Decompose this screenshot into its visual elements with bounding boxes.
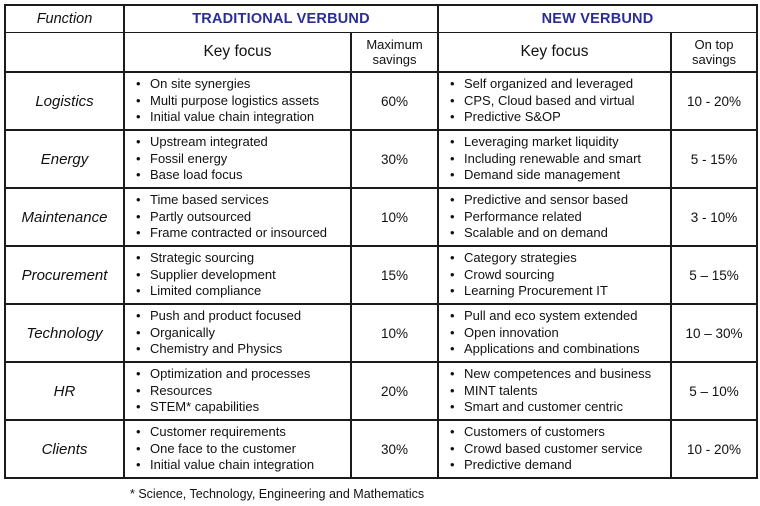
traditional-key-focus-cell [124,130,351,188]
maximum-savings-value: 60% [351,72,438,130]
bullet-list [439,366,670,416]
bullet-list [125,134,350,184]
function-column-header: Function [5,5,124,32]
function-label: Technology [5,304,124,362]
on-top-savings-value: 10 - 20% [671,420,757,478]
new-key-focus-cell [438,188,671,246]
bullet-list [439,308,670,358]
bullet-item: • New competences and business [449,366,666,383]
bullet-item: • CPS, Cloud based and virtual [449,93,666,110]
bullet-item: • Self organized and leveraged [449,76,666,93]
verbund-comparison-table [4,4,758,479]
bullet-item: • Learning Procurement IT [449,283,666,300]
bullet-list [125,424,350,474]
stem-footnote: * Science, Technology, Engineering and Mathematics [130,487,425,501]
new-key-focus-cell [438,420,671,478]
bullet-list [125,192,350,242]
empty-header-cell [5,32,124,72]
bullet-item: • Pull and eco system extended [449,308,666,325]
bullet-list [439,250,670,300]
table-header-row-subheaders [5,32,757,72]
bullet-list [439,134,670,184]
bullet-item: • Leveraging market liquidity [449,134,666,151]
bullet-item: • Strategic sourcing [135,250,346,267]
bullet-item: • MINT talents [449,383,666,400]
traditional-key-focus-cell [124,304,351,362]
new-key-focus-header: Key focus [438,32,671,72]
bullet-item: • Optimization and processes [135,366,346,383]
function-label: HR [5,362,124,420]
bullet-item: • Scalable and on demand [449,225,666,242]
maximum-savings-header: Maximum savings [351,32,438,72]
new-key-focus-cell [438,304,671,362]
on-top-savings-value: 5 – 15% [671,246,757,304]
bullet-list [439,424,670,474]
table-row-maintenance [5,188,757,246]
bullet-item: • Push and product focused [135,308,346,325]
bullet-item: • Multi purpose logistics assets [135,93,346,110]
bullet-list [439,192,670,242]
bullet-item: • Initial value chain integration [135,457,346,474]
traditional-verbund-header: TRADITIONAL VERBUND [124,5,438,32]
table-row-procurement [5,246,757,304]
bullet-item: • One face to the customer [135,441,346,458]
bullet-item: • Fossil energy [135,151,346,168]
traditional-key-focus-cell [124,362,351,420]
bullet-item: • Customers of customers [449,424,666,441]
traditional-key-focus-cell [124,188,351,246]
on-top-savings-value: 5 - 15% [671,130,757,188]
bullet-item: • Performance related [449,209,666,226]
maximum-savings-value: 10% [351,304,438,362]
bullet-item: • Category strategies [449,250,666,267]
bullet-item: • Time based services [135,192,346,209]
on-top-savings-header: On top savings [671,32,757,72]
bullet-item: • Customer requirements [135,424,346,441]
table-row-clients [5,420,757,478]
bullet-list [439,76,670,126]
table-row-hr [5,362,757,420]
traditional-key-focus-cell [124,246,351,304]
table-row-logistics [5,72,757,130]
bullet-item: • Supplier development [135,267,346,284]
on-top-savings-value: 5 – 10% [671,362,757,420]
new-key-focus-cell [438,246,671,304]
bullet-item: • Limited compliance [135,283,346,300]
maximum-savings-value: 30% [351,130,438,188]
bullet-item: • Smart and customer centric [449,399,666,416]
on-top-savings-value: 3 - 10% [671,188,757,246]
maximum-savings-value: 30% [351,420,438,478]
bullet-list [125,250,350,300]
bullet-item: • Demand side management [449,167,666,184]
bullet-item: • Organically [135,325,346,342]
on-top-savings-value: 10 – 30% [671,304,757,362]
bullet-item: • Predictive demand [449,457,666,474]
function-label: Procurement [5,246,124,304]
on-top-savings-value: 10 - 20% [671,72,757,130]
traditional-key-focus-cell [124,420,351,478]
function-label: Maintenance [5,188,124,246]
new-key-focus-cell [438,72,671,130]
table-header-row-groups [5,5,757,32]
bullet-item: • Base load focus [135,167,346,184]
bullet-list [125,76,350,126]
bullet-item: • Crowd based customer service [449,441,666,458]
new-key-focus-cell [438,362,671,420]
bullet-item: • Initial value chain integration [135,109,346,126]
function-label: Clients [5,420,124,478]
traditional-key-focus-cell [124,72,351,130]
function-label: Energy [5,130,124,188]
bullet-item: • STEM* capabilities [135,399,346,416]
bullet-item: • Partly outsourced [135,209,346,226]
new-key-focus-cell [438,130,671,188]
bullet-item: • Open innovation [449,325,666,342]
traditional-key-focus-header: Key focus [124,32,351,72]
bullet-item: • Resources [135,383,346,400]
maximum-savings-value: 20% [351,362,438,420]
maximum-savings-value: 15% [351,246,438,304]
table-row-technology [5,304,757,362]
bullet-item: • Predictive S&OP [449,109,666,126]
bullet-item: • Applications and combinations [449,341,666,358]
bullet-item: • Upstream integrated [135,134,346,151]
function-label: Logistics [5,72,124,130]
bullet-item: • Crowd sourcing [449,267,666,284]
bullet-item: • Predictive and sensor based [449,192,666,209]
bullet-item: • Chemistry and Physics [135,341,346,358]
new-verbund-header: NEW VERBUND [438,5,757,32]
table-row-energy [5,130,757,188]
maximum-savings-value: 10% [351,188,438,246]
bullet-item: • On site synergies [135,76,346,93]
bullet-item: • Including renewable and smart [449,151,666,168]
bullet-list [125,308,350,358]
bullet-item: • Frame contracted or insourced [135,225,346,242]
bullet-list [125,366,350,416]
